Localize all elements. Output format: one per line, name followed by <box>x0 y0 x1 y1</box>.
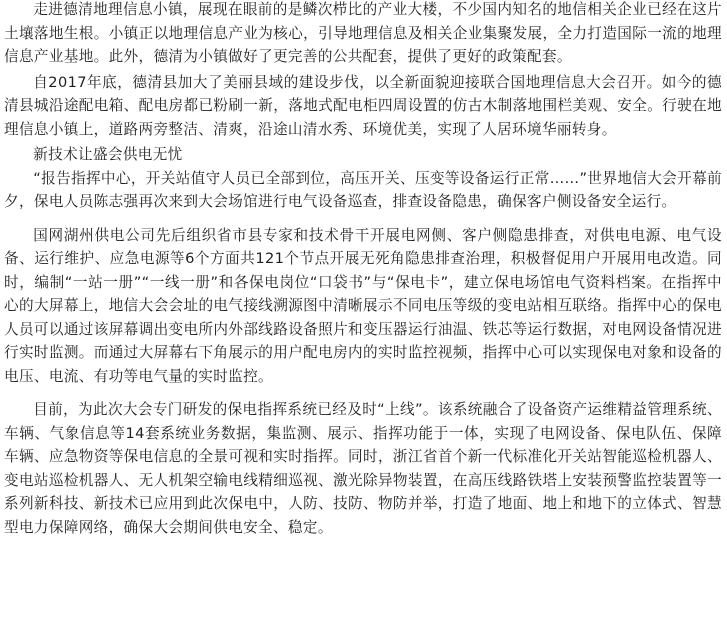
paragraph-town-intro: 走进德清地理信息小镇，展现在眼前的是鳞次栉比的产业大楼，不少国内知名的地信相关企业已经在这片土壤落地生根。小镇正以地理信息产业为核心，引导地理信息及相关企业集聚发展，全力打造国际一流的地理信息产业基地。此外，德清为小镇做好了更完善的公共配套，提供了更好的政策配套。 <box>4 1 722 65</box>
paragraph-county-construction: 自2017年底，德清县加大了美丽县域的建设步伐，以全新面貌迎接联合国地理信息大会召开。如今的德清县城沿途配电箱、配电房都已粉刷一新，落地式配电柜四周设置的仿古木制落地围栏美观、安全。行驶在地理信息小镇上，道路两旁整洁、清爽，沿途山清水秀、环境优美，实现了人居环境华丽转身。 <box>4 73 722 138</box>
paragraph-hazard-inspection: 国网湖州供电公司先后组织省市县专家和技术骨干开展电网侧、客户侧隐患排查，对供电电源、电气设备、运行维护、应急电源等6个方面共121个节点开展无死角隐患排查治理，积极督促用户开展用电改造。同时，编制“一站一册”“一线一册”和各保电岗位“口袋书”与“保电卡”，建立保电场馆电气资料档案。在指挥中心的大屏幕上，地信大会会址的电气接线溯源图中清晰展示不同电压等级的变电站相互联络。指挥中心的保电人员可以通过该屏幕调出变电所内外部线路设备照片和变压器运行油温、铁芯等运行数据，对电网设备情况进行实时监测。而通过大屏幕右下角展示的用户配电房内的实时监控视频，指挥中心可以实现保电对象和设备的电压、电流、有功等电气量的实时监控。 <box>4 226 722 385</box>
paragraph-command-report: “报告指挥中心，开关站值守人员已全部到位，高压开关、压变等设备运行正常……”世界地信大会开幕前夕，保电人员陈志强再次来到大会场馆进行电气设备巡查，排查设备隐患，确保客户侧设备安全运行。 <box>4 169 722 210</box>
article-body <box>4 0 722 539</box>
paragraph-command-system: 目前，为此次大会专门研发的保电指挥系统已经及时“上线”。该系统融合了设备资产运维精益管理系统、车辆、气象信息等14套系统业务数据，集监测、展示、指挥功能于一体，实现了电网设备、保电队伍、保障车辆、应急物资等保电信息的全景可视和实时指挥。同时，浙江省首个新一代标准化开关站智能巡检机器人、变电站巡检机器人、无人机架空输电线精细巡视、激光除异物装置，在高压线路铁塔上安装预警监控装置等一系列新科技、新技术已应用到此次保电中，人防、技防、物防并举，打造了地面、地上和地下的立体式、智慧型电力保障网络，确保大会期间供电安全、稳定。 <box>4 401 722 536</box>
section-subheading: 新技术让盛会供电无忧 <box>33 146 183 163</box>
